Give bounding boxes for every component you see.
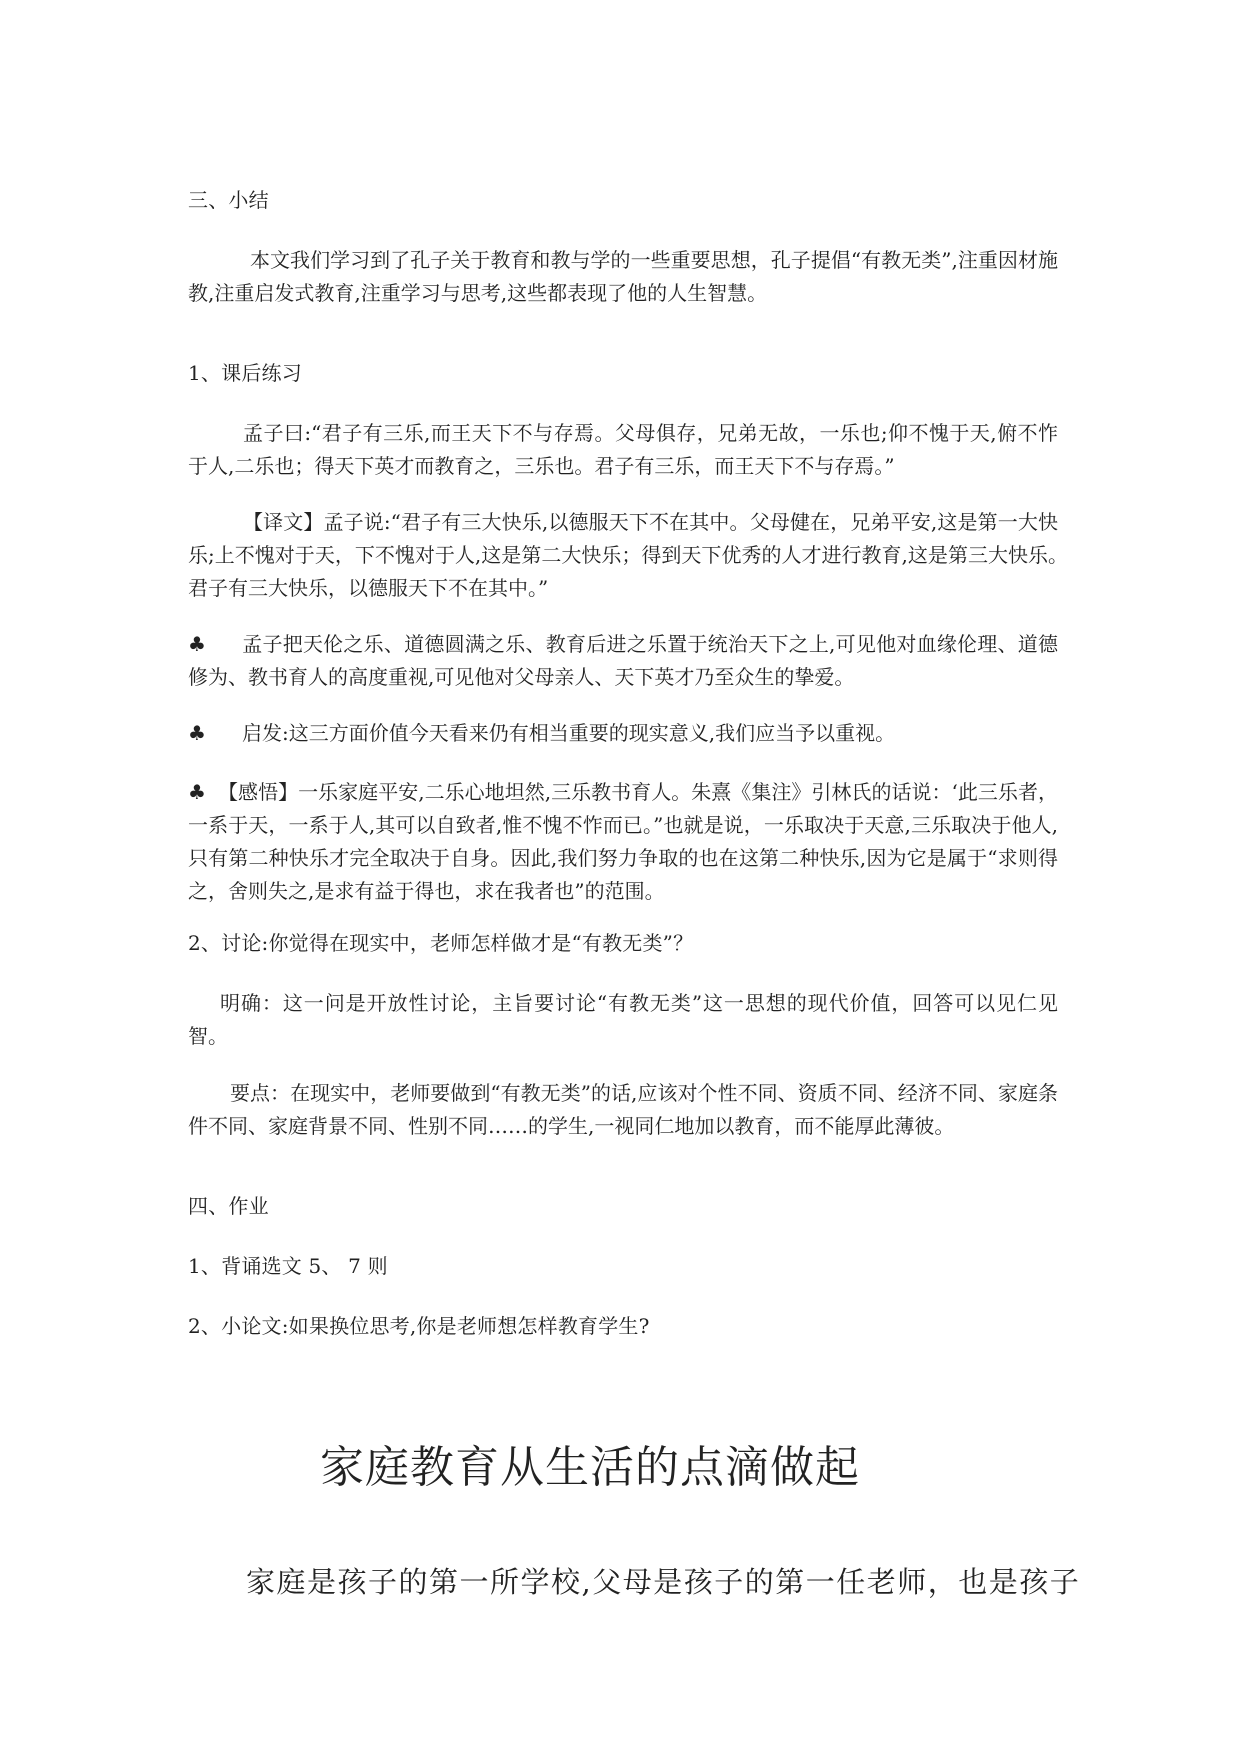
section-heading-summary: 三、小结	[188, 188, 269, 212]
translation-paragraph: 【译文】孟子说:“君子有三大快乐,以德服天下不在其中。父母健在，兄弟平安,这是第一大快乐;上不愧对于天，下不愧对于人,这是第二大快乐；得到天下优秀的人才进行教育,这是第三大快乐。 君子有三大快乐，以德服天下不在其中。”	[188, 510, 1078, 600]
club-bullet-icon: ♣	[188, 721, 206, 745]
bullet-text-2: 启发:这三方面价值今天看来仍有相当重要的现实意义,我们应当予以重视。	[242, 721, 896, 745]
homework-item-2: 2、小论文:如果换位思考,你是老师想怎样教育学生?	[188, 1314, 650, 1338]
homework-heading: 四、作业	[188, 1194, 269, 1218]
bullet-paragraph-1	[188, 628, 1058, 694]
summary-paragraph: 本文我们学习到了孔子关于教育和教与学的一些重要思想，孔子提倡“有教无类”,注重因材施教,注重启发式教育,注重学习与思考,这些都表现了他的人生智慧。	[188, 248, 1058, 305]
key-points-paragraph: 要点：在现实中，老师要做到“有教无类”的话,应该对个性不同、资质不同、经济不同、家庭条件不同、家庭背景不同、性别不同……的学生,一视同仁地加以教育，而不能厚此薄彼。	[188, 1081, 1058, 1138]
homework-item-1: 1、背诵选文 5、 7 则	[188, 1254, 388, 1278]
discussion-heading: 2、讨论:你觉得在现实中，老师怎样做才是“有教无类”？	[188, 931, 694, 955]
clarify-paragraph: 明确：这一问是开放性讨论，主旨要讨论“有教无类”这一思想的现代价值，回答可以见仁见智。	[188, 991, 1058, 1048]
bullet-paragraph-2	[188, 717, 1058, 750]
exercise-heading: 1、课后练习	[188, 361, 302, 385]
mencius-quote-paragraph: 孟子曰:“君子有三乐,而王天下不与存焉。父母俱存，兄弟无故，一乐也;仰不愧于天,俯不怍于人,二乐也；得天下英才而教育之，三乐也。君子有三乐，而王天下不与存焉。”	[188, 421, 1058, 478]
bullet-text-3: 【感悟】一乐家庭平安,二乐心地坦然,三乐教书育人。朱熹《集注》引林氏的话说：‘此三乐者，一系于天，一系于人,其可以自致者,惟不愧不怍而已。”也就是说，一乐取决于天意,三乐取决于他人,只有第二种快乐才完全取决于自身。因此,我们努力争取的也在这第二种快乐,因为它是属于“求则得之，舍则失之,是求有益于得也，求在我者也”的范围。	[188, 780, 1058, 903]
article-title: 家庭教育从生活的点滴做起	[320, 1442, 860, 1493]
club-bullet-icon: ♣	[188, 632, 206, 656]
article-first-line: 家庭是孩子的第一所学校,父母是孩子的第一任老师，也是孩子	[246, 1565, 1081, 1599]
bullet-paragraph-3	[188, 776, 1058, 908]
club-bullet-icon: ♣	[188, 780, 206, 804]
bullet-text-1: 孟子把天伦之乐、道德圆满之乐、教育后进之乐置于统治天下之上,可见他对血缘伦理、道德修为、教书育人的高度重视,可见他对父母亲人、天下英才乃至众生的挚爱。	[188, 632, 1058, 689]
